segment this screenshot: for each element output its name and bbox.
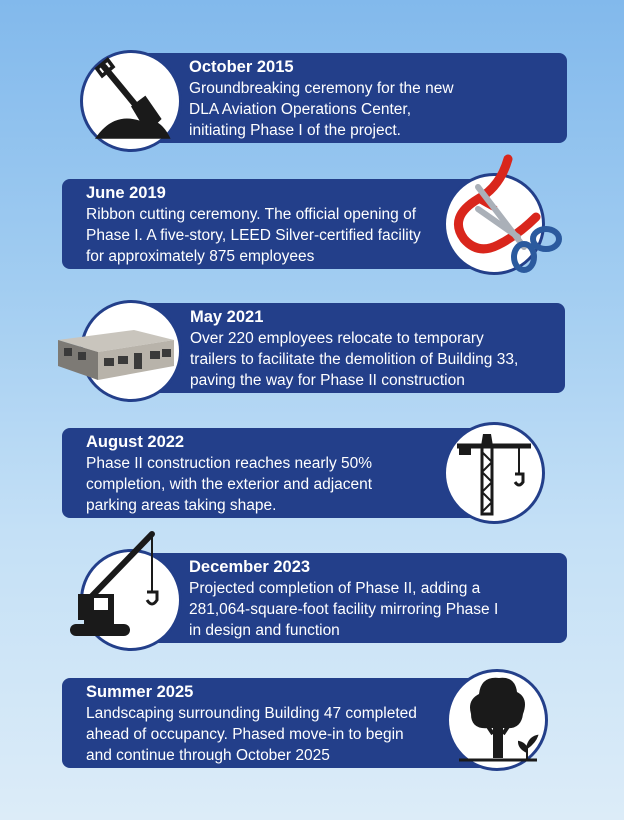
milestone-date: October 2015 xyxy=(189,58,294,76)
milestone-desc-line: Groundbreaking ceremony for the new xyxy=(189,80,454,97)
milestone-card-aug-2022 xyxy=(62,428,502,518)
milestone-desc-line: Ribbon cutting ceremony. The official opening of xyxy=(86,206,417,223)
milestone-desc-line: Landscaping surrounding Building 47 completed xyxy=(86,705,417,722)
icon-circle-summer-2025 xyxy=(446,669,548,771)
milestone-date: August 2022 xyxy=(86,433,185,451)
milestone-date: Summer 2025 xyxy=(86,683,194,701)
icon-circle-oct-2015 xyxy=(80,50,182,152)
shovel-icon xyxy=(86,56,176,146)
milestone-card-summer-2025 xyxy=(62,678,502,768)
icon-circle-jun-2019 xyxy=(443,173,545,275)
milestone-card-dec-2023 xyxy=(130,553,567,643)
milestone-desc-line: trailers to facilitate the demolition of Building 33, xyxy=(190,351,519,368)
milestone-card-oct-2015 xyxy=(130,53,567,143)
milestone-desc-line: Over 220 employees relocate to temporary xyxy=(190,330,484,347)
milestone-date: May 2021 xyxy=(190,308,264,326)
ribbon-scissors-icon xyxy=(438,159,568,289)
milestone-date: December 2023 xyxy=(189,558,311,576)
milestone-date: June 2019 xyxy=(86,184,166,202)
milestone-card-may-2021 xyxy=(130,303,565,393)
milestone-card-jun-2019 xyxy=(62,179,502,269)
milestone-desc-line: and continue through October 2025 xyxy=(86,747,330,764)
milestone-desc-line: Phase II construction reaches nearly 50% xyxy=(86,455,373,472)
milestone-desc-line: Phase I. A five-story, LEED Silver-certified facility xyxy=(86,227,421,244)
tree-icon xyxy=(449,672,545,768)
milestone-desc-line: completion, with the exterior and adjacent xyxy=(86,476,373,493)
milestone-desc-line: initiating Phase I of the project. xyxy=(189,122,401,139)
milestone-desc-line: Projected completion of Phase II, adding a xyxy=(189,580,481,597)
milestone-desc-line: parking areas taking shape. xyxy=(86,497,277,514)
milestone-desc-line: ahead of occupancy. Phased move-in to begin xyxy=(86,726,404,743)
tower-crane-icon xyxy=(453,428,535,518)
milestone-desc-line: for approximately 875 employees xyxy=(86,248,315,265)
milestone-desc-line: 281,064-square-foot facility mirroring Phase I xyxy=(189,601,499,618)
milestone-desc-line: DLA Aviation Operations Center, xyxy=(189,101,412,118)
trailer-icon xyxy=(54,322,179,382)
icon-circle-aug-2022 xyxy=(443,422,545,524)
crawler-crane-icon xyxy=(64,528,164,648)
milestone-desc-line: in design and function xyxy=(189,622,340,639)
milestone-desc-line: paving the way for Phase II construction xyxy=(190,372,465,389)
